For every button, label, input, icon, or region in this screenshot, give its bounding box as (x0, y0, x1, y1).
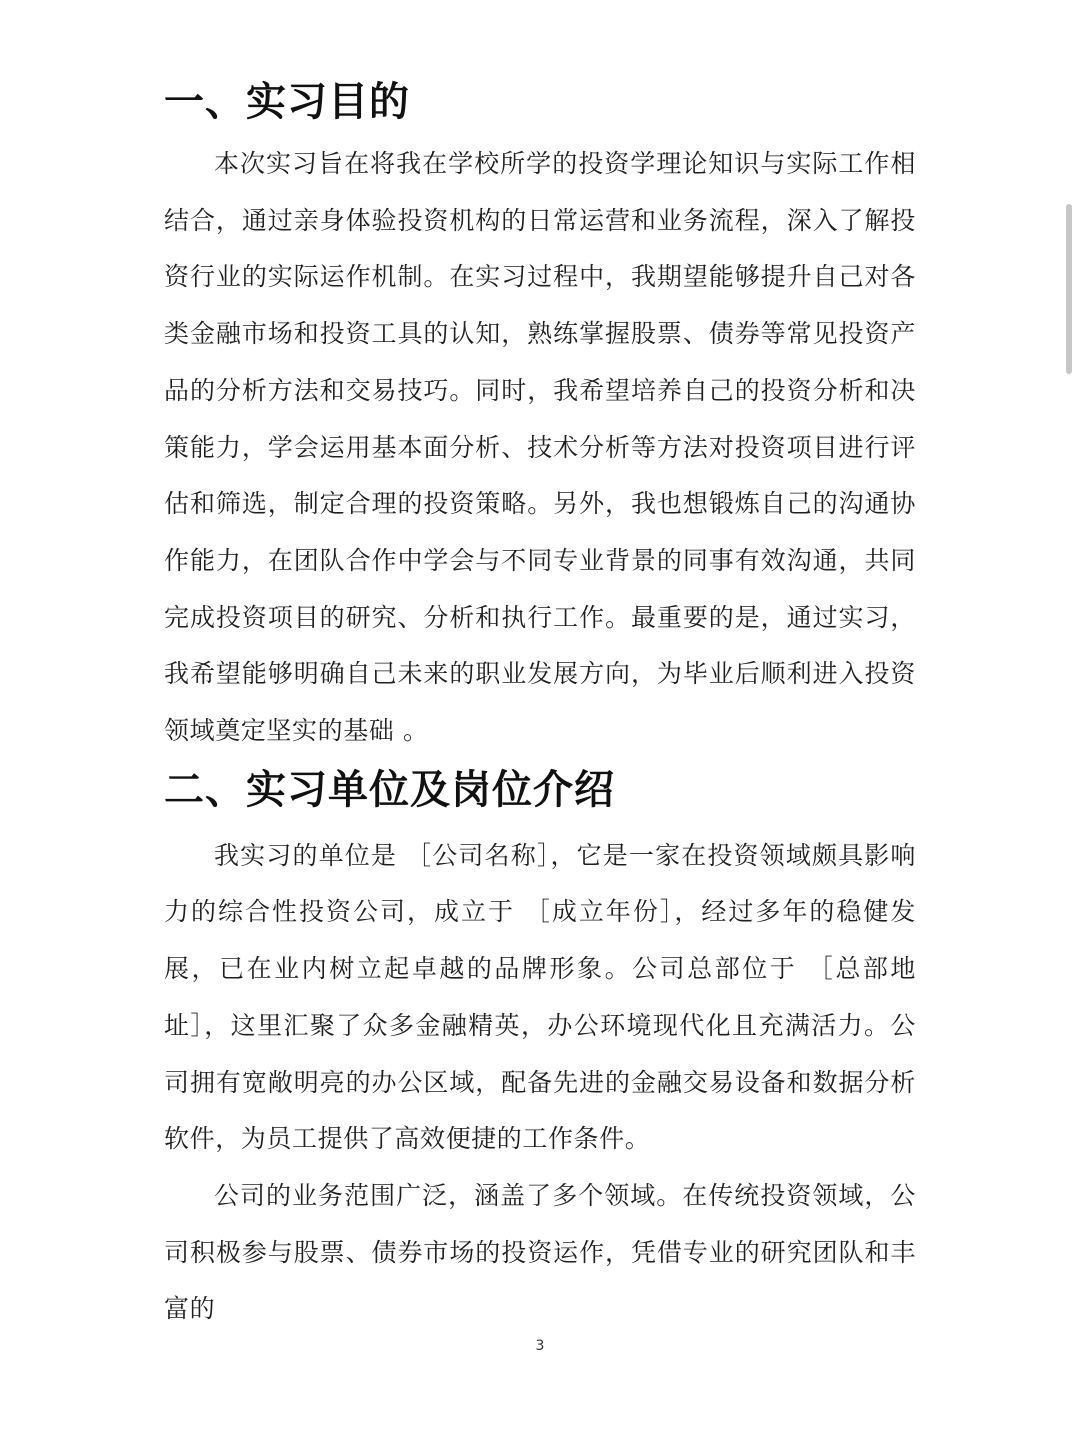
paragraph-business-scope: 公司的业务范围广泛，涵盖了多个领域。在传统投资领域，公司积极参与股票、债券市场的投资运作，凭借专业的研究团队和丰富的 (164, 1180, 916, 1324)
vertical-scrollbar-thumb[interactable] (1066, 204, 1072, 374)
section-heading-company-and-position: 二、实习单位及岗位介绍 (164, 766, 615, 813)
page-content (164, 72, 916, 1338)
page-number: 3 (535, 1338, 545, 1354)
paragraph-internship-purpose: 本次实习旨在将我在学校所学的投资学理论知识与实际工作相结合，通过亲身体验投资机构的日常运营和业务流程，深入了解投资行业的实际运作机制。在实习过程中，我期望能够提升自己对各类金融市场和投资工具的认知，熟练掌握股票、债券等常见投资产品的分析方法和交易技巧。同时，我希望培养自己的投资分析和决策能力，学会运用基本面分析、技术分析等方法对投资项目进行评估和筛选，制定合理的投资策略。另外，我也想锻炼自己的沟通协作能力，在团队合作中学会与不同专业背景的同事有效沟通，共同完成投资项目的研究、分析和执行工作。最重要的是，通过实习，我希望能够明确自己未来的职业发展方向，为毕业后顺利进入投资领域奠定坚实的基础 。 (164, 149, 916, 746)
paragraph-company-introduction: 我实习的单位是 ［公司名称］，它是一家在投资领域颇具影响力的综合性投资公司，成立于 ［成立年份］，经过多年的稳健发展，已在业内树立起卓越的品牌形象。公司总部位于 ［总部地址］，这里汇聚了众多金融精英，办公环境现代化且充满活力。公司拥有宽敞明亮的办公区域，配备先进的金融交易设备和数据分析软件，为员工提供了高效便捷的工作条件。 (164, 840, 916, 1154)
section-heading-internship-purpose: 一、实习目的 (164, 79, 410, 125)
